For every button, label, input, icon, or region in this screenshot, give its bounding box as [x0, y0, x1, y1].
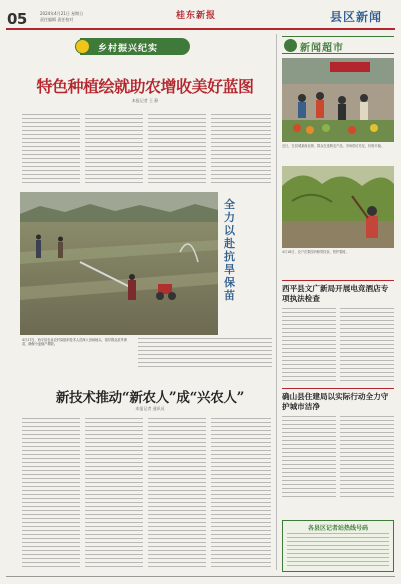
footer-rule — [6, 576, 395, 577]
market-banner-label: 新闻超市 — [300, 43, 344, 54]
cart-icon — [284, 39, 297, 52]
article-4-col-2 — [340, 416, 394, 498]
market-caption-2: 4月18日，农户在果园内修剪枝条，管护果树。 — [282, 250, 349, 254]
article-3-col-1 — [282, 308, 336, 382]
article-4-title: 确山县住建局以实际行动全力守护城市洁净 — [282, 392, 389, 411]
second-column-3 — [148, 418, 206, 568]
newspaper-logo: 桂东新报 — [176, 11, 217, 21]
hotline-list — [287, 533, 389, 569]
market-photo — [282, 58, 394, 142]
lead-column-4 — [211, 114, 271, 186]
date-line: 2024年4月21日 星期日 — [40, 11, 84, 16]
second-column-2 — [85, 418, 143, 568]
hotline-box — [282, 520, 394, 572]
photo-caption: 4月17日，西平县农业农村局组织技术人员深入田间地头，指导群众抗旱保苗，确保小麦稳产增收。 — [22, 338, 127, 347]
orchard-photo-image — [282, 166, 394, 248]
article-3-col-2 — [340, 308, 394, 382]
second-column-1 — [22, 418, 80, 568]
rural-banner — [80, 38, 190, 55]
market-photo-image — [282, 58, 394, 142]
photo-vertical-caption: 全力以赴抗旱保苗 — [224, 198, 235, 302]
hotline-title: 各县区记者站热线号码 — [307, 525, 368, 532]
second-column-4 — [211, 418, 271, 568]
header-rule — [6, 28, 395, 30]
lead-title: 特色种植绘就助农增收美好蓝图 — [36, 77, 254, 96]
mid-column-right — [138, 338, 272, 368]
column-divider — [276, 34, 277, 570]
lead-column-2 — [85, 114, 143, 186]
market-banner — [282, 36, 394, 54]
page-number: 05 — [7, 10, 27, 28]
lead-byline: 本报记者 王 静 — [131, 98, 159, 103]
article-3-rule — [282, 280, 394, 281]
section-title: 县区新闻 — [330, 10, 383, 24]
article-4-rule — [282, 388, 394, 389]
article-3-title: 西平县文广新局开展电竞酒店专项执法检查 — [282, 284, 389, 303]
lead-column-1 — [22, 114, 80, 186]
field-photo — [20, 192, 218, 335]
second-title: 新技术推动“新农人”成“兴农人” — [55, 390, 245, 406]
editor-line: 责任编辑 责任校对 — [40, 17, 74, 22]
orchard-photo — [282, 166, 394, 248]
second-byline: 本报记者 通讯员 — [135, 406, 165, 411]
article-4-col-1 — [282, 416, 336, 498]
field-photo-image — [20, 192, 218, 335]
page-header — [0, 0, 401, 38]
lead-column-3 — [148, 114, 206, 186]
rural-banner-label: 乡村振兴纪实 — [98, 44, 159, 54]
leaf-icon — [75, 39, 90, 54]
market-caption-1: 近日，在县城某商业街，群众在选购农产品，市场供应充足，价格平稳。 — [282, 144, 384, 148]
